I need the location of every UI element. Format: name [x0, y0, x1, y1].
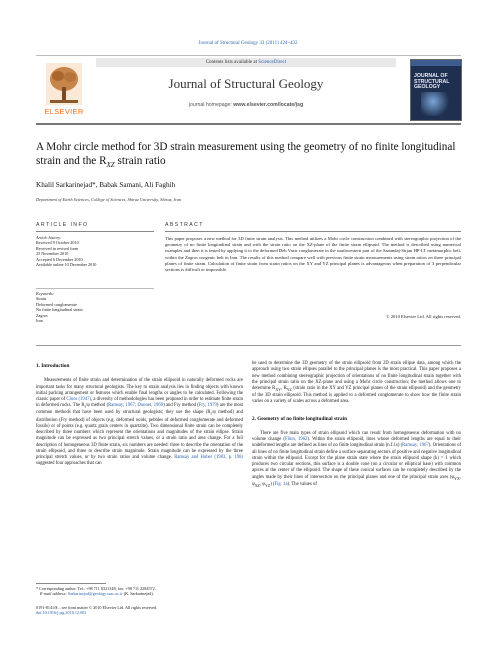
doi-link[interactable]: doi:10.1016/j.jsg.2010.12.002 [36, 610, 87, 616]
contents-bar [96, 58, 396, 67]
history-item: Available online 10 December 2010 [36, 262, 97, 268]
authors[interactable]: Khalil Sarkarinejad*, Babak Samani, Ali Faghih [36, 181, 176, 189]
journal-title: Journal of Structural Geology [168, 76, 324, 91]
elsevier-tree-icon [46, 63, 82, 105]
ref-link[interactable]: Ramsay, 1967; Dunnet, 1969 [108, 403, 164, 409]
section-title: 2. Geometry of no finite longitudinal strain [252, 415, 347, 422]
paragraph: be used to determine the 3D geometry of the strain ellipsoid from 2D strain ellipse data, among which the approach using two strain ellipses parallel to the principal planes is the most practical. This paper proposes a new method combining stereographic projection of orientations of no finite longitudinal strain together with the principal strain ratio on the XZ-plane and using a Mohr circle construction; the method allows one to determine $R_{XY}$, $R_{YZ}$ (strain ratio in the XY and YZ principal planes of the strain ellipsoid) and the geometry of the 3D strain ellipsoid. This method is applied to a deformed conglomerate to show how the finite strain varies on a variety of scales across a deformed area. [252, 361, 461, 405]
header-center [96, 56, 396, 123]
title-subscript: XZ [106, 161, 115, 170]
corresponding-author: * Corresponding author. Tel.: +98 711 8321348; fax: +98 711 2284572. [36, 586, 156, 591]
keywords-label: Keywords: [36, 291, 54, 296]
cover-art [421, 92, 451, 116]
elsevier-logo[interactable] [36, 59, 92, 117]
homepage-label: journal homepage: [188, 102, 234, 108]
copyright: © 2010 Elsevier Ltd. All rights reserved. [386, 314, 461, 319]
sciencedirect-link[interactable]: ScienceDirect [258, 60, 287, 65]
keyword: Iran [36, 318, 43, 324]
title-end: strain ratio [114, 155, 166, 167]
history-item: Received 9 October 2010 [36, 240, 79, 246]
contents-text: Contents lists available at [205, 60, 259, 65]
affiliation: Department of Earth Sciences, College of Sciences, Shiraz University, Shiraz, Iran [36, 197, 182, 202]
article-info-heading: ARTICLE INFO [36, 222, 89, 228]
email-line: E-mail address: Sarkarinejad@geology.susc.ac.ir (K. Sarkarinejad). [40, 591, 154, 597]
left-column [36, 363, 243, 468]
article-history [36, 235, 154, 267]
keyword: Strain [36, 296, 47, 302]
history-label: Article history: [36, 235, 62, 240]
publisher-name: ELSEVIER [44, 107, 84, 116]
fig-link[interactable]: Fig. 1a [274, 481, 288, 487]
journal-header [36, 55, 461, 125]
homepage-link[interactable]: www.elsevier.com/locate/jsg [233, 102, 304, 108]
journal-homepage [96, 102, 396, 108]
keyword: Zagros [36, 312, 48, 318]
abstract-text: This paper proposes a new method for 3D finite strain analysis. This method utilizes a Mohr circle construction combined with stereographic projection of the geometry of no finite longitudinal strain and with the strain ratio on the XZ-plane of the finite strain ellipsoid. The method is described using numerical examples and then it is tested by applying it to the deformed Deh Vazir conglomerate in the southwestern part of the Sanandaj-Sirjan HP-LT metamorphic belt, within the Zagros orogenic belt in Iran. The results of this method compare well with previous finite strain measurements using strain ratios on three principal planes of finite strain. Calculation of finite strain from strain ratios on the XY and YZ principal planes is advantageous when preparation of 3 perpendicular sections is difficult or impossible. [165, 236, 461, 273]
intro-paragraph: Measurements of finite strain and determination of the strain ellipsoid in naturally deformed rocks are important tasks for many structural geologists. The key to strain analysis lies in finding objects with known initial packing arrangement or features which enable final lengths or angles to be calculated. Following the classic paper of Cloos (1947), a diversity of methodologies has been proposed in order to estimate finite strain in deformed rocks. The $R_f/\varphi$ method (Ramsay, 1967; Dunnet, 1969) and Fry method (Fry, 1979) are the most common methods that have been used by structural geologists; they use the shape ($R_f/\varphi$ method) and distribution (Fry method) of objects (e.g. deformed ooids, pebbles of deformed conglomerate and deformed fossils) or of points (e.g. quartz grain centers in quartzite). Two dimensional finite strain can be completely described by three numbers which represent the orientations and magnitudes of the strain ellipse. Strain magnitude can be expressed as two principal stretch values, or a strain ratio and area change. For a full description of homogeneous 3D finite strain, six numbers are needed: three to describe the orientation of the strain ellipsoid, and three to describe strain magnitude. Strain magnitude can be expressed by the three principal stretch values, or by two strain ratios and volume change. Ramsay and Huber (1983, p. 198) suggested four approaches that can [36, 378, 243, 467]
paragraph: There are five main types of strain ellipsoid which can result from homogeneous deformation with no volume change (Flinn, 1962). Within the strain ellipsoid, lines whose deformed lengths are equal to their undeformed lengths are defined as lines of no finite longitudinal strain (n.f.l.s) (Ramsay, 1967). Orientations of all lines of no finite longitudinal strain define a surface separating sectors of positive and negative longitudinal strain within the ellipsoid. Except for the plane strain state where the strain ellipsoid shape (k) = 1 which produces two circular sections, this surface is a double cone (on a circular or elliptical base) with common apices at the center of the ellipsoid. The shape of these conical surfaces can be completely described by the angles made by their lines of intersection on the principal planes and one of the principal strain axes ($\varphi_{YX}$, $\varphi_{XZ}$, $\varphi_{YZ}$) (Fig. 1a). The values of [252, 430, 462, 488]
journal-citation[interactable]: Journal of Structural Geology 33 (2011) 424–432 [198, 41, 298, 46]
email-link[interactable]: Sarkarinejad@geology.susc.ac.ir [67, 591, 123, 597]
ref-link[interactable]: Flinn, 1962 [284, 437, 308, 443]
ref-link[interactable]: Cloos (1947) [66, 397, 91, 402]
footnotes [36, 586, 243, 597]
right-column [252, 361, 461, 489]
history-item: Accepted 6 December 2010 [36, 256, 83, 262]
info-divider [36, 231, 154, 232]
journal-cover-thumbnail[interactable] [410, 59, 462, 121]
body-divider [36, 345, 461, 346]
footnote-divider [36, 583, 106, 584]
ref-link[interactable]: Ramsay, 1967 [402, 443, 429, 449]
keywords [36, 291, 154, 323]
ref-link[interactable]: Fry, 1979 [198, 403, 217, 409]
section-title: 1. Introduction [36, 363, 70, 369]
cover-band [411, 60, 461, 66]
ref-link[interactable]: Ramsay and Huber (1983, p. 198) [174, 455, 243, 461]
abstract-heading: ABSTRACT [165, 222, 204, 228]
article-title [36, 140, 461, 172]
keywords-divider [36, 288, 154, 289]
cover-title: JOURNAL OF STRUCTURAL GEOLOGY [414, 73, 450, 91]
keyword: No finite longitudinal strain [36, 307, 83, 313]
history-item: 25 November 2010 [36, 251, 69, 257]
title-text: A Mohr circle method for 3D strain measurement using the geometry of no finite longitudinal strain and the R [36, 141, 456, 167]
issn: 0191-8141/$ – see front matter © 2010 Elsevier Ltd. All rights reserved. [36, 605, 158, 610]
issn-block [36, 605, 243, 616]
history-item: Received in revised form [36, 245, 79, 251]
abstract-divider [165, 231, 461, 232]
keyword: Deformed conglomerate [36, 301, 77, 307]
